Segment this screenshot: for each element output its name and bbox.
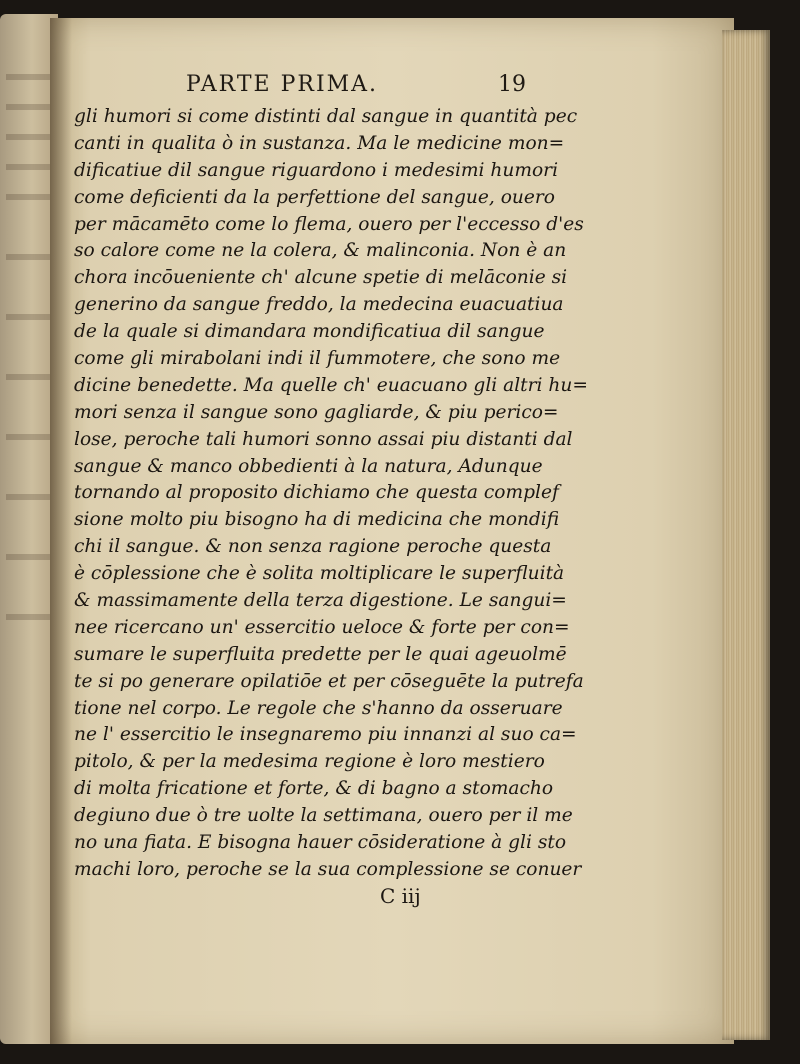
text-line: de la quale si dimandara mondificatiua dil sangue [74, 321, 545, 343]
text-line: ne l' essercitio le insegnaremo piu innanzi al suo ca= [74, 724, 577, 746]
text-line: & massimamente della terza digestione. Le sangui= [74, 590, 567, 612]
text-line: tornando al proposito dichiamo che questa complef [74, 482, 559, 504]
running-title: PARTE PRIMA. [186, 72, 379, 97]
text-line: gli humori si come distinti dal sangue in quantità pec [74, 106, 578, 127]
page-header [186, 72, 526, 100]
text-line: dificatiue dil sangue riguardono i medesimi humori [74, 159, 559, 181]
gutter-shadow [50, 18, 72, 1044]
text-line: te si po generare opilatiōe et per cōseguēte la putrefa [74, 670, 584, 692]
text-line: mori senza il sangue sono gagliarde, & piu perico= [74, 401, 559, 423]
text-line: generino da sangue freddo, la medecina euacuatiua [74, 294, 564, 316]
text-line: dicine benedette. Ma quelle ch' euacuano gli altri hu= [74, 374, 588, 396]
text-line: sangue & manco obbedienti à la natura, Adunque [74, 455, 543, 477]
text-line: è cōplessione che è solita moltiplicare le superfluità [74, 563, 565, 585]
text-line: so calore come ne la colera, & malinconia. Non è an [74, 240, 567, 262]
text-line: come deficienti da la perfettione del sangue, ouero [74, 186, 555, 208]
text-line: canti in qualita ò in sustanza. Ma le medicine mon= [74, 132, 565, 154]
text-line: nee ricercano un' essercitio ueloce & forte per con= [74, 616, 570, 638]
text-line: pitolo, & per la medesima regione è loro mestiero [74, 751, 545, 773]
text-line: di molta fricatione et forte, & di bagno a stomacho [74, 778, 554, 800]
text-line: tione nel corpo. Le regole che s'hanno da osseruare [74, 697, 563, 719]
body-text [74, 104, 588, 884]
text-line: chora incōueniente ch' alcune spetie di melāconie si [74, 267, 568, 289]
signature-mark: C iij [380, 884, 421, 908]
page-number: 19 [498, 72, 526, 97]
text-line: sione molto piu bisogno ha di medicina che mondifi [74, 509, 560, 531]
text-line: machi loro, peroche se la sua complessione se conuer [74, 858, 582, 880]
page-fore-edge [722, 30, 770, 1040]
text-line: per mācamēto come lo flema, ouero per l'eccesso d'es [74, 213, 584, 235]
text-line: come gli mirabolani indi il fummotere, che sono me [74, 348, 561, 370]
text-line: lose, peroche tali humori sonno assai piu distanti dal [74, 428, 573, 450]
text-line: degiuno due ò tre uolte la settimana, ouero per il me [74, 805, 573, 827]
text-line: chi il sangue. & non senza ragione peroche questa [74, 536, 552, 558]
text-line: sumare le superfluita predette per le quai ageuolmē [74, 643, 567, 665]
text-line: no una fiata. E bisogna hauer cōsideratione à gli sto [74, 832, 567, 854]
